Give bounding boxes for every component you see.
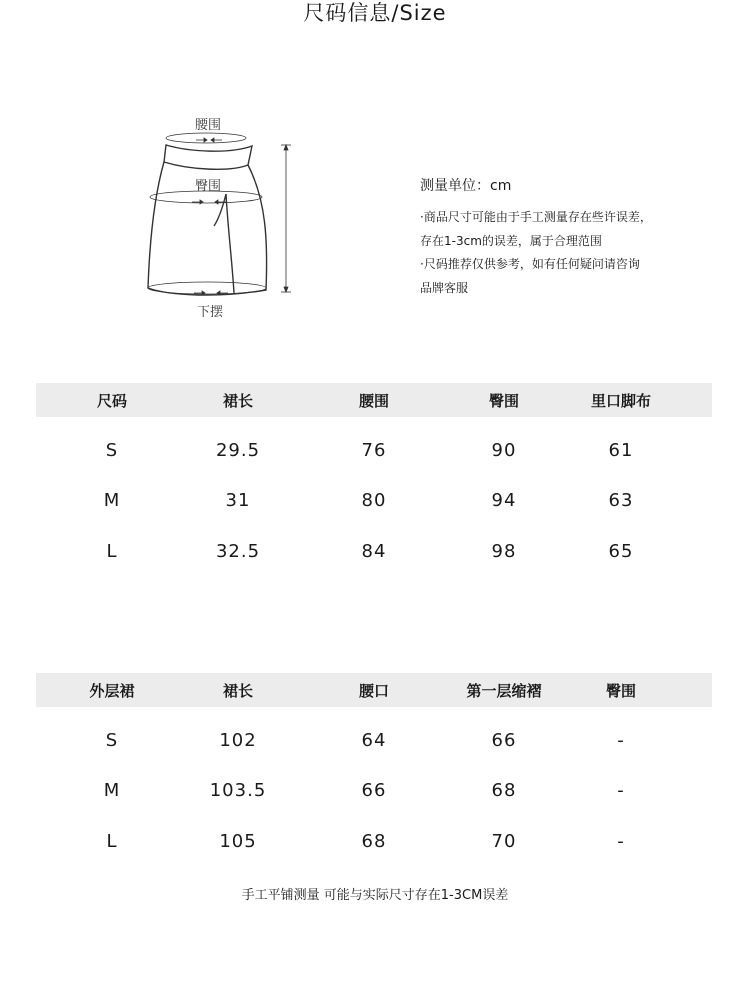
table-cell: 64	[361, 729, 387, 751]
table-cell: S	[105, 439, 119, 461]
footer-note: 手工平铺测量 可能与实际尺寸存在1-3CM误差	[241, 888, 509, 903]
table-cell: -	[617, 729, 625, 751]
note-line: ·尺码推荐仅供参考，如有任何疑问请咨询	[420, 257, 640, 271]
table-cell: 70	[491, 830, 517, 852]
table-cell: M	[103, 780, 121, 802]
table-cell: S	[105, 729, 119, 751]
table-cell: 61	[608, 439, 634, 461]
table-cell: -	[617, 830, 625, 852]
header-cell: 臀围	[605, 681, 636, 700]
table-cell: 63	[608, 490, 634, 512]
size-table-inner	[36, 383, 712, 577]
table-cell: 68	[361, 830, 387, 852]
table-cell: 94	[491, 490, 517, 512]
hip-label: 臀围	[194, 179, 222, 194]
skirt-diagram	[130, 110, 310, 325]
table-cell: 103.5	[209, 780, 267, 802]
header-cell: 腰口	[358, 681, 389, 700]
table-cell: 84	[361, 540, 387, 562]
hem-label: 下摆	[196, 305, 224, 320]
table-cell: -	[617, 780, 625, 802]
table-cell: 32.5	[215, 540, 261, 562]
table-cell: L	[106, 830, 118, 852]
table-cell: 102	[219, 729, 257, 751]
header-cell: 臀围	[488, 391, 519, 410]
header-cell: 裙长	[222, 681, 253, 700]
table-row	[36, 476, 712, 527]
table-cell: 66	[361, 780, 387, 802]
table-cell: 105	[219, 830, 257, 852]
table-header	[36, 673, 712, 707]
header-cell: 裙长	[222, 391, 253, 410]
header-cell: 尺码	[96, 391, 127, 410]
table-cell: 98	[491, 540, 517, 562]
header-cell: 腰围	[358, 391, 389, 410]
table-cell: M	[103, 490, 121, 512]
table-cell: 65	[608, 540, 634, 562]
table-cell: 90	[491, 439, 517, 461]
note-line: ·商品尺寸可能由于手工测量存在些许误差，	[420, 210, 652, 224]
table-cell: 68	[491, 780, 517, 802]
table-row	[36, 715, 712, 766]
header-cell: 里口脚布	[590, 391, 651, 410]
note-line: 存在1-3cm的误差，属于合理范围	[420, 233, 602, 248]
note-line: 品牌客服	[420, 280, 469, 295]
header-cell: 第一层缩褶	[466, 681, 542, 700]
table-cell: 31	[225, 490, 251, 512]
measurement-notes	[420, 176, 720, 300]
unit-note: 测量单位：cm	[420, 178, 512, 194]
table-header	[36, 383, 712, 417]
table-cell: 76	[361, 439, 387, 461]
table-cell: 66	[491, 729, 517, 751]
size-table-outer	[36, 673, 712, 867]
table-cell: 80	[361, 490, 387, 512]
header-cell: 外层裙	[89, 681, 135, 700]
table-cell: 29.5	[215, 439, 261, 461]
table-cell: L	[106, 540, 118, 562]
page-title: 尺码信息/Size	[303, 1, 447, 25]
table-row	[36, 766, 712, 817]
table-row	[36, 425, 712, 476]
table-row	[36, 816, 712, 867]
waist-label: 腰围	[194, 118, 222, 133]
table-row	[36, 526, 712, 577]
